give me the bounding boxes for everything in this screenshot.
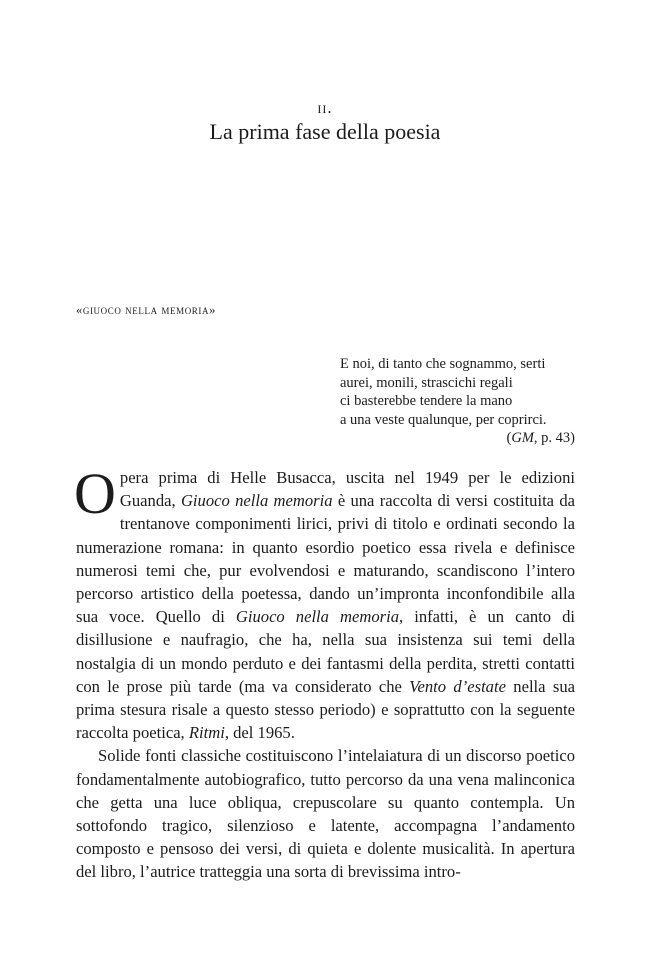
paragraph-1 — [74, 461, 576, 744]
epigraph-source-rest: , p. 43) — [533, 430, 575, 446]
book-title-italic: Vento d’estate — [409, 676, 506, 696]
epigraph-source-open: ( — [506, 430, 512, 446]
epigraph — [340, 355, 575, 448]
paragraph-1-text-2: è una raccolta di versi costituita da trentanove componimenti lirici, privi di titolo e ordinati secondo la numerazione romana: in quanto esordio poetico essa rivela e definisce numerosi temi che, pur evolvendosi e maturando, scandiscono l’intero percorso artistico della poetessa, dando un’impronta inconfondibile alla sua voce. Quello di — [76, 491, 575, 627]
epigraph-source-abbr: GM — [511, 430, 534, 446]
epigraph-line: a una veste qualunque, per coprirci. — [340, 411, 547, 428]
paragraph-1-text-3: , infatti, è un canto di disillusione e naufragio, che ha, nella sua insistenza sui temi della nostalgia di un mondo perduto e dei fantasmi della perdita, stretti contatti con le prose più tarde (ma va considerato che — [76, 607, 576, 696]
epigraph-line: ci basterebbe tendere la mano — [340, 393, 513, 409]
paragraph-1-text-5: , del 1965. — [224, 723, 295, 743]
chapter-title: La prima fase della poesia — [209, 119, 441, 144]
book-title-italic: Giuoco nella memoria — [180, 491, 333, 511]
book-title-italic: Giuoco nella memoria — [235, 607, 400, 627]
epigraph-line: aurei, monili, strascichi regali — [340, 374, 513, 391]
epigraph-line: E noi, di tanto che sognammo, serti — [340, 356, 546, 372]
epigraph-source — [340, 429, 575, 448]
paragraph-1-text-4: nella sua prima stesura risale a questo stesso periodo) e soprattutto con la seguente raccolta poetica, — [76, 676, 575, 743]
book-title-italic: Ritmi — [188, 723, 225, 743]
chapter-number: ii. — [317, 98, 333, 117]
section-heading: «giuoco nella memoria» — [76, 303, 216, 317]
body-text — [74, 461, 576, 884]
drop-cap: O — [74, 461, 116, 526]
paragraph-1-text-1: pera prima di Helle Busacca, uscita nel 1949 per le edizioni Guanda, — [119, 468, 575, 511]
paragraph-2: Solide fonti classiche costituiscono l’intelaiatura di un discorso poetico fondamentalmente autobiografico, tutto percorso da una vena malinconica che getta una luce obliqua, crepuscolare su quanto contempla. Un sottofondo tragico, silenzioso e latente, accompagna l’andamento composto e pensoso dei versi, di quieta e dolente musicalità. In apertura del libro, l’autrice tratteggia una sorta di brevissima intro- — [76, 746, 575, 882]
